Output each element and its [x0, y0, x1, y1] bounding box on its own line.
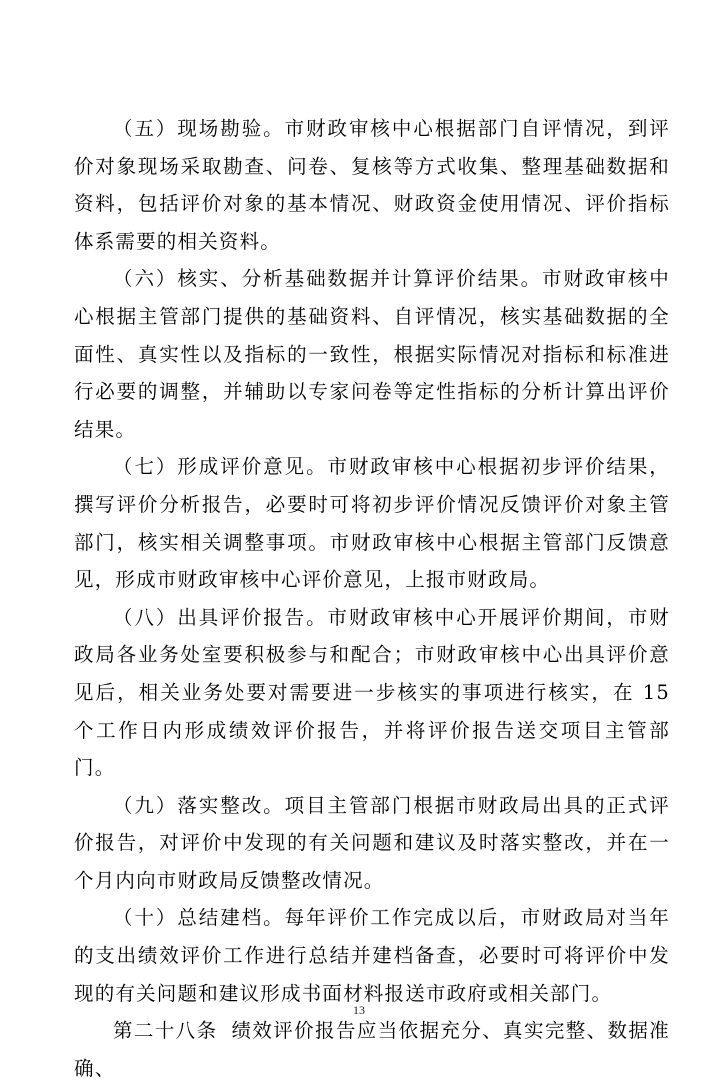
paragraph-verify-analyze-data: （六）核实、分析基础数据并计算评价结果。市财政审核中心根据主管部门提供的基础资料、自评情况，核实基础数据的全面性、真实性以及指标的一致性，根据实际情况对指标和标准进行必要的调整，并辅助以专家问卷等定性指标的分析计算出评价结果。 [74, 267, 670, 441]
paragraph-implement-rectification: （九）落实整改。项目主管部门根据市财政局出具的正式评价报告，对评价中发现的有关问题和建议及时落实整改，并在一个月内向市财政局反馈整改情况。 [74, 793, 670, 892]
paragraph-issue-evaluation-report: （八）出具评价报告。市财政审核中心开展评价期间，市财政局各业务处室要积极参与和配合；市财政审核中心出具评价意见后，相关业务处要对需要进一步核实的事项进行核实，在 15 个工作日内形成绩效评价报告，并将评价报告送交项目主管部门。 [74, 605, 670, 780]
article-28-paragraph [74, 1012, 670, 1087]
article-label: 第二十八条 [113, 1019, 218, 1043]
paragraph-form-evaluation-opinion: （七）形成评价意见。市财政审核中心根据初步评价结果，撰写评价分析报告，必要时可将初步评价情况反馈评价对象主管部门，核实相关调整事项。市财政审核中心根据主管部门反馈意见，形成市财政审核中心评价意见，上报市财政局。 [74, 455, 670, 592]
page-number: 13 [353, 1003, 365, 1017]
paragraph-on-site-inspection: （五）现场勘验。市财政审核中心根据部门自评情况，到评价对象现场采取勘查、问卷、复核等方式收集、整理基础数据和资料，包括评价对象的基本情况、财政资金使用情况、评价指标体系需要的相关资料。 [74, 117, 670, 253]
body-text [74, 110, 670, 1087]
paragraph-summarize-archive: （十）总结建档。每年评价工作完成以后，市财政局对当年的支出绩效评价工作进行总结并建档备查，必要时可将评价中发现的有关问题和建议形成书面材料报送市政府或相关部门。 [74, 906, 670, 1005]
article-text: 绩效评价报告应当依据充分、真实完整、数据准确、 [74, 1019, 670, 1080]
